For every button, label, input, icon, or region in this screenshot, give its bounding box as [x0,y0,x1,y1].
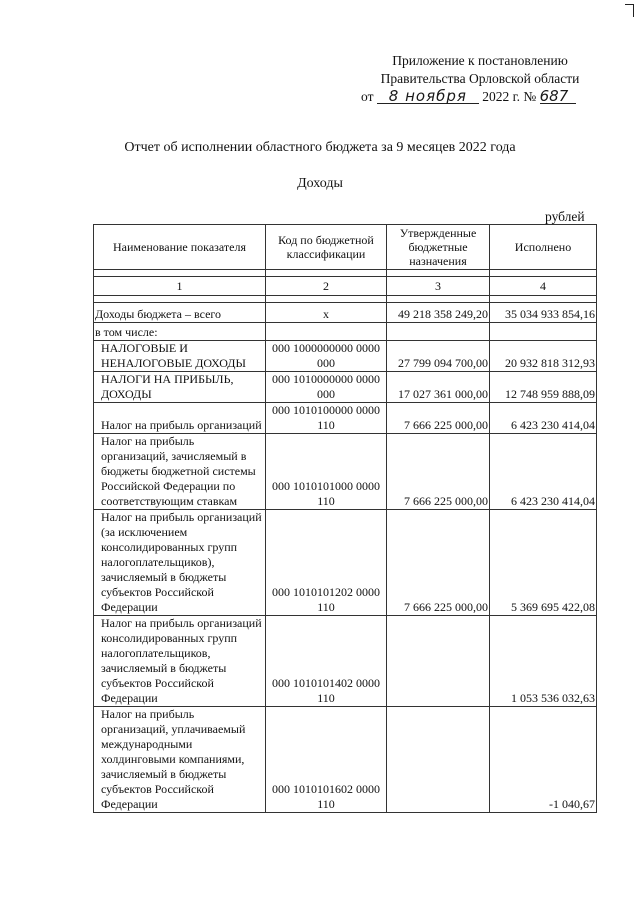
row-approved: 27 799 094 700,00 [387,341,490,372]
row-name: Налог на прибыль организаций, уплачиваемый международными холдинговыми компаниями, зачисляемый в бюджеты субъектов Российской Федерации [101,707,246,811]
units-label: рублей [545,209,585,224]
table-spacer [94,296,597,303]
row-name: Доходы бюджета – всего [94,303,266,323]
row-executed: 12 748 959 888,09 [490,372,597,403]
row-approved: 7 666 225 000,00 [387,510,490,616]
column-numbers-row [94,277,597,296]
row-approved: 7 666 225 000,00 [387,403,490,434]
row-name: Налог на прибыль организаций, зачисляемый в бюджеты бюджетной системы Российской Федерации по соответствующим ставкам [101,434,256,508]
row-code: 000 1010100000 0000 110 [266,403,387,434]
handwritten-date: 8 ноября [377,89,479,104]
handwritten-number: 687 [540,89,576,104]
row-executed: 6 423 230 414,04 [490,434,597,510]
table-row [94,616,597,707]
row-code: 000 1010101202 0000 110 [266,510,387,616]
table-row [94,323,597,341]
header-code: Код по бюджетной классификации [266,225,387,270]
table-row [94,341,597,372]
appendix-line-3 [355,88,605,106]
row-approved [387,616,490,707]
table-row [94,303,597,323]
appendix-prefix: от [361,89,374,104]
corner-mark [625,4,634,17]
report-title: Отчет об исполнении областного бюджета за 9 месяцев 2022 года [124,140,516,155]
row-executed: 6 423 230 414,04 [490,403,597,434]
row-executed [490,323,597,341]
row-executed: 5 369 695 422,08 [490,510,597,616]
row-approved [387,707,490,813]
row-approved: 17 027 361 000,00 [387,372,490,403]
row-executed: -1 040,67 [490,707,597,813]
table-row [94,372,597,403]
header-approved: Утвержденные бюджетные назначения [387,225,490,270]
row-approved: 7 666 225 000,00 [387,434,490,510]
row-code: 000 1000000000 0000 000 [266,341,387,372]
row-approved [387,323,490,341]
row-executed: 20 932 818 312,93 [490,341,597,372]
appendix-year: 2022 г. № [482,89,537,104]
table-row [94,510,597,616]
income-table [93,224,597,813]
header-name: Наименование показателя [94,225,266,270]
column-number: 1 [94,277,266,296]
row-name: Налог на прибыль организаций [101,418,262,432]
column-number: 2 [266,277,387,296]
table-spacer [94,270,597,277]
appendix-block [355,52,605,106]
row-code [266,323,387,341]
row-code: 000 1010101602 0000 110 [266,707,387,813]
row-executed: 35 034 933 854,16 [490,303,597,323]
row-code: 000 1010000000 0000 000 [266,372,387,403]
row-code: 000 1010101000 0000 110 [266,434,387,510]
row-name: Налог на прибыль организаций консолидированных групп налогоплательщиков, зачисляемый в бюджеты субъектов Российской Федерации [101,616,262,705]
header-executed: Исполнено [490,225,597,270]
section-title: Доходы [297,176,343,191]
row-name: НАЛОГОВЫЕ И НЕНАЛОГОВЫЕ ДОХОДЫ [101,341,246,370]
row-name: в том числе: [94,323,266,341]
table-header-row [94,225,597,270]
row-name: Налог на прибыль организаций (за исключением консолидированных групп налогоплательщиков), зачисляемый в бюджеты субъектов Российской Федерации [101,510,262,614]
table-row [94,434,597,510]
appendix-line-1: Приложение к постановлению [392,53,568,68]
appendix-line-2: Правительства Орловской области [380,71,580,86]
row-name: НАЛОГИ НА ПРИБЫЛЬ, ДОХОДЫ [101,372,234,401]
row-code: x [266,303,387,323]
row-executed: 1 053 536 032,63 [490,616,597,707]
column-number: 4 [490,277,597,296]
table-row [94,403,597,434]
column-number: 3 [387,277,490,296]
row-code: 000 1010101402 0000 110 [266,616,387,707]
row-approved: 49 218 358 249,20 [387,303,490,323]
table-row [94,707,597,813]
